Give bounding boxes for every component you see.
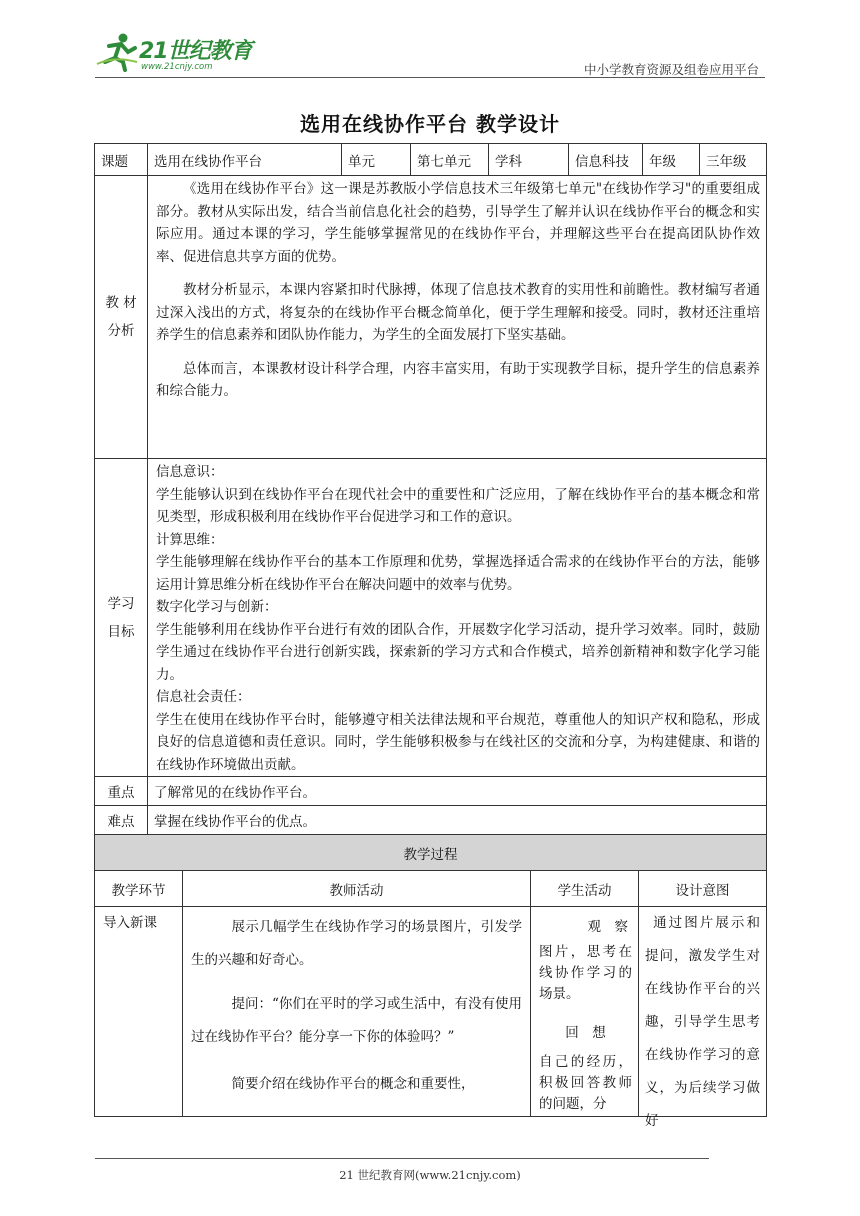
grade-value: 三年级 [700, 144, 767, 176]
footer-divider [95, 1158, 709, 1159]
analysis-paragraph: 总体而言，本课教材设计科学合理，内容丰富实用，有助于实现教学目标，提升学生的信息素养和综合能力。 [156, 360, 760, 399]
teacher-activity-text: 提问：“你们在平时的学习或生活中，有没有使用过在线协作平台？能分享一下你的体验吗？” [191, 996, 522, 1045]
teacher-activity-cell [183, 907, 531, 1117]
runner-logo-icon [95, 32, 139, 72]
process-header-row [95, 871, 767, 907]
objective-text: 学生能够认识到在线协作平台在现代社会中的重要性和广泛应用，了解在线协作平台的基本概念和常见类型，形成积极利用在线协作平台促进学习和工作的意识。 [156, 486, 760, 525]
student-activity-text: 图片，思考在线协作学习的场景。 [539, 944, 632, 1002]
unit-label: 单元 [342, 144, 411, 176]
difficulty-label: 难点 [95, 806, 148, 835]
analysis-paragraph: 教材分析显示，本课内容紧扣时代脉搏，体现了信息技术教育的实用性和前瞻性。教材编写者通过深入浅出的方式，将复杂的在线协作平台概念简单化，便于学生理解和接受。同时，教材还注重培养学生的信息素养和团队协作能力，为学生的全面发展打下坚实基础。 [156, 282, 760, 343]
objectives-row [95, 459, 767, 777]
design-intent-cell [639, 907, 767, 1129]
objectives-content [148, 459, 767, 777]
column-header: 设计意图 [639, 871, 767, 907]
subject-label: 学科 [489, 144, 569, 176]
student-activity-text: 自己的经历，积极回答教师的问题，分 [539, 1054, 632, 1112]
analysis-paragraph: 《选用在线协作平台》这一课是苏教版小学信息技术三年级第七单元"在线协作学习"的重要组成部分。教材从实际出发，结合当前信息化社会的趋势，引导学生了解并认识在线协作平台的概念和实际应用。通过本课的学习，学生能够掌握常见的在线协作平台，并理解这些平台在提高团队协作效率、促进信息共享方面的优势。 [156, 181, 760, 265]
info-row [95, 144, 767, 176]
footer-text: 21 世纪教育网(www.21cnjy.com) [339, 1168, 521, 1182]
process-band: 教学过程 [95, 835, 767, 871]
objectives-label [95, 459, 148, 777]
page-header [95, 30, 765, 80]
logo-text: 21世纪教育 [139, 39, 252, 64]
course-label: 课题 [95, 144, 148, 176]
page-title: 选用在线协作平台 教学设计 [300, 112, 560, 136]
difficulty-text: 掌握在线协作平台的优点。 [148, 806, 767, 835]
stage-name: 导入新课 [103, 915, 157, 931]
student-activity-cell [531, 907, 639, 1117]
column-header: 学生活动 [531, 871, 639, 907]
platform-name: 中小学教育资源及组卷应用平台 [583, 62, 759, 77]
column-header: 教师活动 [183, 871, 531, 907]
process-row [95, 907, 767, 1117]
objective-heading: 计算思维： [156, 531, 224, 548]
stage-cell [95, 907, 183, 1117]
key-point-row [95, 777, 767, 806]
course-value: 选用在线协作平台 [148, 144, 342, 176]
objectives-label-line-1: 学习 [107, 595, 135, 612]
analysis-row [95, 176, 767, 459]
analysis-content [148, 176, 767, 459]
objective-heading: 数字化学习与创新： [156, 599, 278, 615]
column-header: 教学环节 [95, 871, 183, 907]
grade-label: 年级 [643, 144, 700, 176]
unit-value: 第七单元 [411, 144, 489, 176]
analysis-label-line-2: 分析 [107, 323, 135, 339]
lesson-info-table [94, 143, 767, 835]
key-point-text: 了解常见的在线协作平台。 [148, 777, 767, 806]
analysis-label-line-1: 教 材 [105, 295, 137, 311]
process-band-row [95, 835, 767, 871]
objective-heading: 信息意识： [156, 464, 224, 480]
difficulty-row [95, 806, 767, 835]
student-activity-lead: 观 察 [587, 919, 628, 935]
logo-url: www.21cnjy.com [141, 62, 213, 72]
teacher-activity-text: 简要介绍在线协作平台的概念和重要性， [231, 1076, 475, 1092]
objective-text: 学生能够利用在线协作平台进行有效的团队合作，开展数字化学习活动，提升学习效率。同时，鼓励学生通过在线协作平台进行创新实践，探索新的学习方式和合作模式，培养创新精神和数字化学习能力。 [156, 621, 760, 683]
objectives-label-line-2: 目标 [107, 623, 135, 640]
logo [95, 30, 265, 76]
subject-value: 信息科技 [569, 144, 643, 176]
objective-text: 学生在使用在线协作平台时，能够遵守相关法律法规和平台规范，尊重他人的知识产权和隐私，形成良好的信息道德和责任意识。同时，学生能够积极参与在线社区的交流和分享，为构建健康、和谐的在线协作环境做出贡献。 [156, 711, 760, 773]
analysis-label [95, 176, 148, 459]
key-point-label: 重点 [95, 777, 148, 806]
header-divider [95, 77, 765, 78]
objective-text: 学生能够理解在线协作平台的基本工作原理和优势，掌握选择适合需求的在线协作平台的方法，能够运用计算思维分析在线协作平台在解决问题中的效率与优势。 [156, 554, 760, 593]
design-intent-text: 通过图片展示和提问，激发学生对在线协作平台的兴趣，引导学生思考在线协作学习的意义，为后续学习做好 [645, 915, 760, 1129]
objective-heading: 信息社会责任： [156, 689, 251, 705]
teacher-activity-text: 展示几幅学生在线协作学习的场景图片，引发学生的兴趣和好奇心。 [191, 919, 522, 968]
teaching-process-table [94, 834, 767, 1129]
student-activity-lead: 回 想 [565, 1025, 606, 1041]
